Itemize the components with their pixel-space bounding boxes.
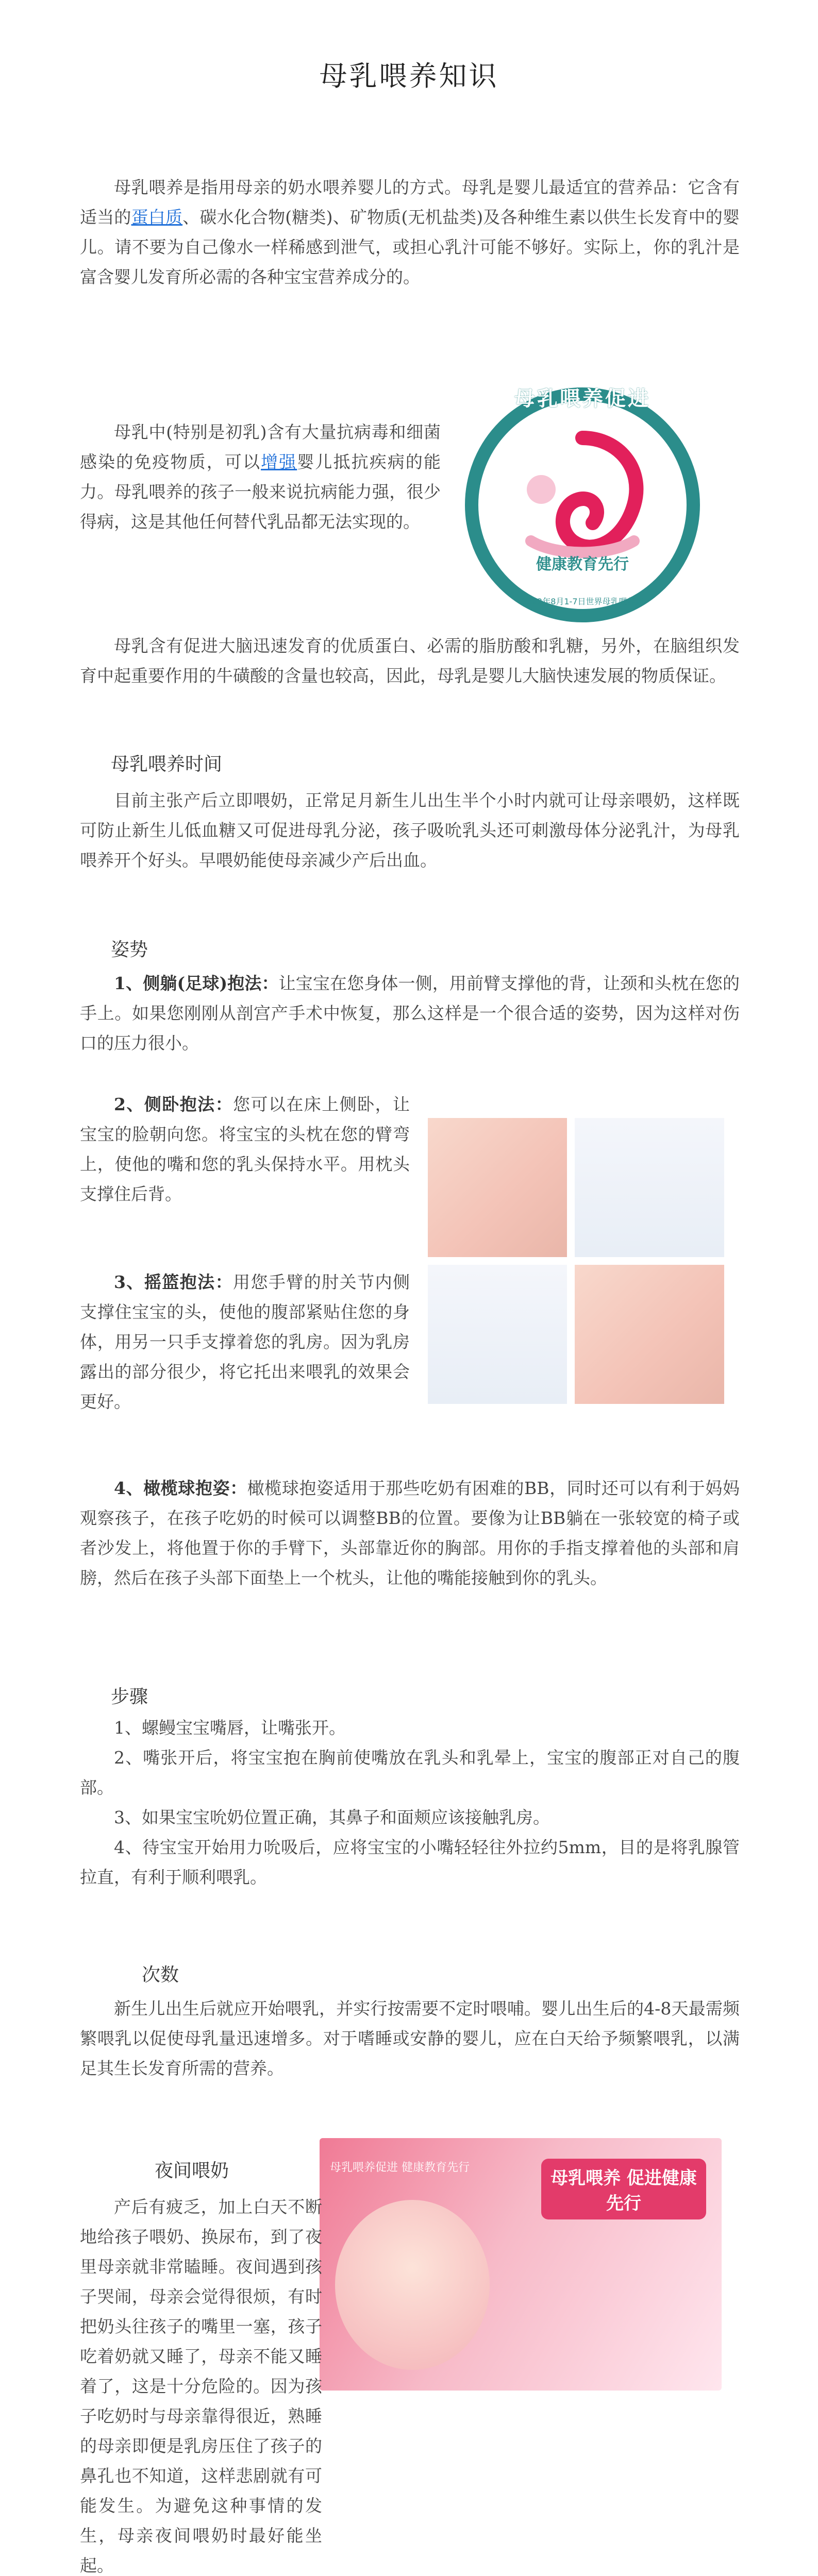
intro-paragraph-3	[80, 631, 740, 691]
section-heading-times: 次数	[142, 1964, 179, 1986]
protein-link[interactable]: 蛋白质	[131, 207, 183, 227]
intro-p2-text-2: 婴儿抵抗疾病的能力。母乳喂养的孩子一般来说抗病能力强，很少得病，这是其他任何替代乳品都无法实现的。	[80, 452, 441, 532]
posture-2-label: 2、侧卧抱法：	[114, 1094, 233, 1114]
steps-list	[80, 1713, 740, 1892]
breastfeeding-week-logo	[454, 386, 711, 623]
posture-photo-3	[428, 1265, 567, 1404]
step-1: 1、螺鳗宝宝嘴唇，让嘴张开。	[114, 1718, 346, 1738]
posture-item-1	[80, 969, 740, 1058]
enhance-link[interactable]: 增强	[261, 452, 297, 472]
posture-4-label: 4、橄榄球抱姿：	[114, 1478, 247, 1498]
posture-1-text: 让宝宝在您身体一侧，用前臂支撑他的背，让颈和头枕在您的手上。如果您刚刚从剖宫产手术中恢复，那么这样是一个很合适的姿势，因为这样对伤口的压力很小。	[80, 973, 740, 1053]
posture-3-text: 用您手臂的肘关节内侧支撑住宝宝的头，使他的腹部紧贴住您的身体，用另一只手支撑着您的乳房。因为乳房露出的部分很少，将它托出来喂乳的效果会更好。	[80, 1272, 410, 1412]
posture-item-2	[80, 1090, 410, 1209]
night-paragraph	[80, 2192, 740, 2576]
time-text: 目前主张产后立即喂奶，正常足月新生儿出生半个小时内就可让母亲喂奶，这样既可防止新生儿低血糖又可促进母乳分泌，孩子吸吮乳头还可刺激母体分泌乳汁，为母乳喂养开个好头。早喂奶能使母亲减少产后出血。	[80, 790, 740, 870]
intro-p3-text: 母乳含有促进大脑迅速发育的优质蛋白、必需的脂肪酸和乳糖，另外，在脑组织发育中起重要作用的牛磺酸的含量也较高，因此，母乳是婴儿大脑快速发展的物质保证。	[80, 636, 740, 686]
page-title: 母乳喂养知识	[319, 60, 499, 92]
logo-date-text: 2022年8月1-7日世界母乳喂养周	[521, 597, 644, 606]
intro-p2-text: 母乳中(特别是初乳)含有大量抗病毒和细菌感染的免疫物质，可以	[80, 422, 441, 472]
times-text: 新生儿出生后就应开始喂乳，并实行按需要不定时喂哺。婴儿出生后的4-8天最需频繁喂乳以促使母乳量迅速增多。对于嗜睡或安静的婴儿，应在白天给予频繁喂乳，以满足其生长发育所需的营养。	[80, 1998, 740, 2078]
times-paragraph	[80, 1994, 740, 2083]
posture-item-3	[80, 1267, 410, 1417]
posture-2-text: 您可以在床上侧卧，让宝宝的脸朝向您。将宝宝的头枕在您的臂弯上，使他的嘴和您的乳头保持水平。用枕头支撑住后背。	[80, 1094, 410, 1204]
posture-photo-1	[428, 1118, 567, 1257]
logo-ring-text: 母乳喂养促进	[514, 387, 650, 411]
step-2: 2、嘴张开后，将宝宝抱在胸前使嘴放在乳头和乳晕上，宝宝的腹部正对自己的腹部。	[80, 1748, 740, 1798]
section-heading-night: 夜间喂奶	[155, 2160, 229, 2181]
posture-photo-4	[575, 1265, 724, 1404]
posture-3-label: 3、摇篮抱法：	[114, 1272, 233, 1292]
section-heading-time: 母乳喂养时间	[111, 754, 223, 775]
intro-paragraph-2	[80, 417, 441, 537]
posture-4-text: 橄榄球抱姿适用于那些吃奶有困难的BB，同时还可以有利于妈妈观察孩子，在孩子吃奶的时候可以调整BB的位置。要像为让BB躺在一张较宽的椅子或者沙发上，将他置于你的手臂下，头部靠近你的胸部。用你的手指支撑着他的头部和肩膀，然后在孩子头部下面垫上一个枕头，让他的嘴能接触到你的乳头。	[80, 1478, 740, 1588]
intro-text: 母乳喂养是指用母亲的奶水喂养婴儿的方式。母乳是婴儿最适宜的营养品：它含有适当的	[80, 177, 740, 227]
night-text: 产后有疲乏，加上白天不断地给孩子喂奶、换尿布，到了夜里母亲就非常瞌睡。夜间遇到孩子哭闹，母亲会觉得很烦，有时把奶头往孩子的嘴里一塞，孩子吃着奶就又睡了，母亲不能又睡着了，这是十分危险的。因为孩子吃奶时与母亲靠得很近，熟睡的母亲即便是乳房压住了孩子的鼻孔也不知道，这样悲剧就有可能发生。为避免这种事情的发生，母亲夜间喂奶时最好能坐起。	[80, 2197, 322, 2575]
posture-1-label: 1、侧躺(足球)抱法：	[114, 973, 279, 993]
logo-band-text: 健康教育先行	[536, 555, 629, 573]
posture-photo-2	[575, 1118, 724, 1257]
section-heading-posture: 姿势	[111, 939, 148, 960]
time-paragraph	[80, 786, 740, 875]
poster-logo-text: 母乳喂养 促进健康先行	[541, 2159, 706, 2219]
posture-item-4	[80, 1473, 740, 1593]
section-heading-steps: 步骤	[111, 1686, 148, 1707]
step-3: 3、如果宝宝吮奶位置正确，其鼻子和面颊应该接触乳房。	[114, 1807, 550, 1827]
step-4: 4、待宝宝开始用力吮吸后，应将宝宝的小嘴轻轻往外拉约5mm，目的是将乳腺管拉直，有利于顺利喂乳。	[80, 1837, 740, 1887]
intro-text-2: 、碳水化合物(糖类)、矿物质(无机盐类)及各种维生素以供生长发育中的婴儿。请不要为自己像水一样稀感到泄气，或担心乳汁可能不够好。实际上，你的乳汁是富含婴儿发育所必需的各种宝宝营养成分的。	[80, 207, 740, 287]
poster-tagline: 母乳喂养促进 健康教育先行	[330, 2161, 470, 2174]
intro-paragraph-1	[80, 173, 740, 292]
